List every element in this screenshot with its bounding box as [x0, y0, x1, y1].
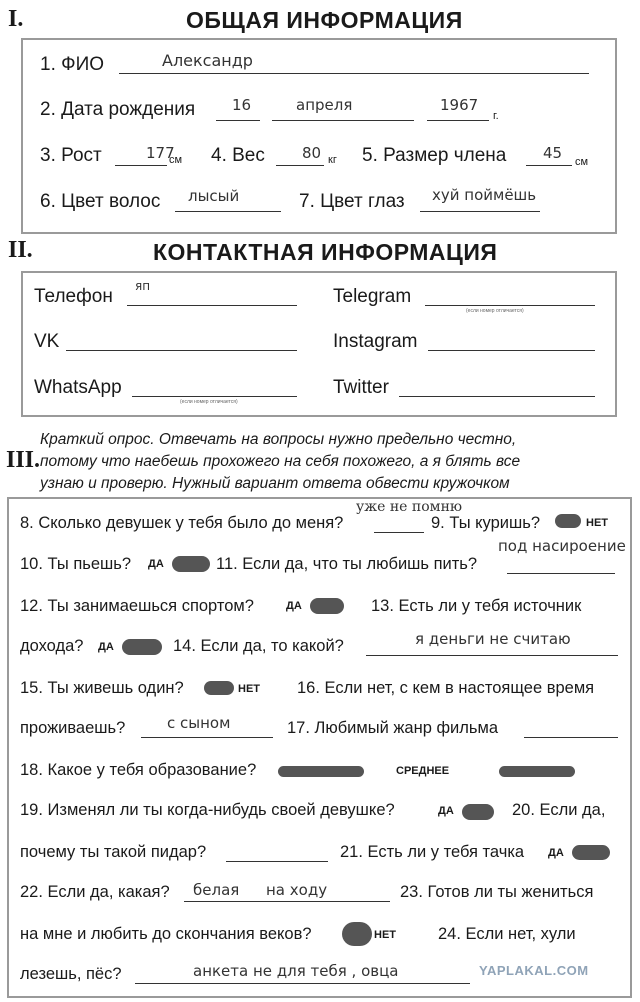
twitter-label: Twitter: [333, 377, 389, 398]
answer-16: с сыном: [167, 714, 231, 732]
option-secondary: СРЕДНЕЕ: [396, 765, 450, 777]
weight-line: [276, 165, 324, 166]
telegram-label: Telegram: [333, 286, 412, 307]
question-15: 15. Ты живешь один?: [20, 679, 184, 697]
option-no: НЕТ: [586, 517, 608, 529]
answer-22-line: [184, 901, 390, 902]
hair-label: 6. Цвет волос: [40, 191, 161, 212]
fio-label: 1. ФИО: [40, 54, 105, 75]
fio-value: Александр: [162, 51, 253, 70]
answer-9: под насироение: [498, 537, 626, 555]
question-18: 18. Какое у тебя образование?: [20, 761, 257, 779]
question-20-line-2: почему ты такой пидар?: [20, 843, 207, 861]
question-8: 8. Сколько девушек у тебя было до меня?: [20, 514, 344, 532]
eyes-label: 7. Цвет глаз: [299, 191, 405, 212]
telegram-note: (если номер отличается): [466, 308, 524, 314]
answer-17-line: [524, 737, 618, 738]
question-21: 21. Есть ли у тебя тачка: [340, 843, 525, 861]
scribble-mark: [172, 556, 210, 572]
dob-year-suffix: г.: [493, 110, 499, 122]
answer-20-line: [226, 861, 328, 862]
fio-line: [119, 73, 589, 74]
option-yes: ДА: [98, 641, 114, 653]
question-11: 11. Если да, что ты любишь пить?: [216, 555, 478, 573]
question-9: 9. Ты куришь?: [431, 514, 541, 532]
option-no: НЕТ: [374, 929, 396, 941]
answer-14-line: [366, 655, 618, 656]
eyes-value: хуй поймёшь: [432, 186, 537, 204]
question-20-line-1: 20. Если да,: [512, 801, 606, 819]
phone-line: [127, 305, 297, 306]
option-no: НЕТ: [238, 683, 260, 695]
section-2-number: II.: [8, 237, 33, 263]
question-16-line-1: 16. Если нет, с кем в настоящее время: [297, 679, 595, 697]
height-line: [115, 165, 167, 166]
scribble-mark: [122, 639, 162, 655]
section-1-number: I.: [8, 6, 24, 32]
answer-24: анкета не для тебя , овца: [193, 962, 399, 980]
scribble-mark: [555, 514, 581, 528]
question-23-line-2: на мне и любить до скончания веков?: [20, 925, 312, 943]
question-10: 10. Ты пьешь?: [20, 555, 132, 573]
vk-label: VK: [34, 331, 60, 352]
question-14: 14. Если да, то какой?: [173, 637, 344, 655]
instagram-label: Instagram: [333, 331, 418, 352]
weight-label: 4. Вес: [211, 145, 265, 166]
option-yes: ДА: [438, 805, 454, 817]
phone-label: Телефон: [34, 286, 113, 307]
scribble-mark: [278, 766, 364, 777]
section-1-title: ОБЩАЯ ИНФОРМАЦИЯ: [186, 7, 463, 33]
whatsapp-line: [132, 396, 297, 397]
option-yes: ДА: [548, 847, 564, 859]
answer-14: я деньги не считаю: [415, 630, 571, 648]
size-unit: см: [575, 156, 589, 168]
size-value: 45: [543, 144, 563, 162]
dob-month-value: апреля: [296, 96, 353, 114]
watermark: YAPLAKAL.COM: [479, 963, 589, 978]
instagram-line: [428, 350, 595, 351]
question-13-line-2: дохода?: [20, 637, 84, 655]
option-yes: ДА: [148, 558, 164, 570]
answer-11-line: [507, 573, 615, 574]
whatsapp-note: (если номер отличается): [180, 399, 238, 405]
phone-value: яп: [135, 279, 151, 293]
size-line: [526, 165, 572, 166]
hair-value: лысый: [188, 187, 240, 205]
answer-8-line: [374, 532, 424, 533]
survey-intro-line-2: потому что наебешь прохожего на себя похожего, а я блять все: [40, 453, 521, 470]
weight-value: 80: [302, 144, 322, 162]
question-24-line-1: 24. Если нет, хули: [438, 925, 576, 943]
survey-intro-line-1: Краткий опрос. Отвечать на вопросы нужно предельно честно,: [40, 431, 517, 448]
question-13-line-1: 13. Есть ли у тебя источник: [371, 597, 582, 615]
scribble-mark: [310, 598, 344, 614]
dob-label: 2. Дата рождения: [40, 99, 196, 120]
question-23-line-1: 23. Готов ли ты жениться: [400, 883, 594, 901]
answer-22-model: на ходу: [266, 881, 328, 899]
question-12: 12. Ты занимаешься спортом?: [20, 597, 254, 615]
question-19: 19. Изменял ли ты когда-нибудь своей девушке?: [20, 801, 395, 819]
dob-year-line: [427, 120, 489, 121]
scribble-mark: [342, 922, 372, 946]
height-unit: см: [169, 154, 183, 166]
weight-unit: кг: [328, 154, 337, 166]
height-label: 3. Рост: [40, 145, 102, 166]
question-17: 17. Любимый жанр фильма: [287, 719, 499, 737]
section-3-number: III.: [6, 447, 41, 473]
dob-month-line: [272, 120, 414, 121]
eyes-line: [420, 211, 540, 212]
answer-8: уже не помню: [356, 499, 463, 515]
hair-line: [175, 211, 281, 212]
answer-24-line: [135, 983, 470, 984]
scribble-mark: [462, 804, 494, 820]
height-value: 177: [146, 144, 175, 162]
survey-intro-line-3: узнаю и проверю. Нужный вариант ответа обвести кружочком: [40, 475, 510, 492]
question-24-line-2: лезешь, пёс?: [20, 965, 122, 983]
dob-day-line: [216, 120, 260, 121]
answer-22-color: белая: [193, 881, 240, 899]
question-22: 22. Если да, какая?: [20, 883, 170, 901]
whatsapp-label: WhatsApp: [34, 377, 122, 398]
option-yes: ДА: [286, 600, 302, 612]
telegram-line: [425, 305, 595, 306]
size-label: 5. Размер члена: [362, 145, 507, 166]
scribble-mark: [572, 845, 610, 860]
scribble-mark: [204, 681, 234, 695]
section-2-title: КОНТАКТНАЯ ИНФОРМАЦИЯ: [153, 239, 498, 265]
dob-year-value: 1967: [440, 96, 479, 114]
vk-line: [66, 350, 297, 351]
twitter-line: [399, 396, 595, 397]
dob-day-value: 16: [232, 96, 252, 114]
answer-16-line: [141, 737, 273, 738]
scribble-mark: [499, 766, 575, 777]
question-16-line-2: проживаешь?: [20, 719, 126, 737]
